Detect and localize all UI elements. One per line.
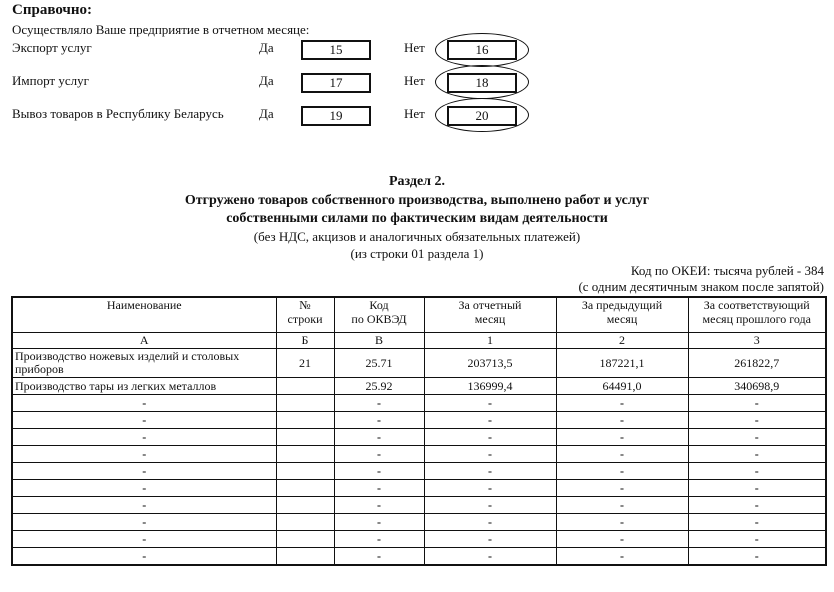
- empty-cell[interactable]: -: [424, 429, 556, 446]
- reference-title: Справочно:: [12, 2, 93, 18]
- empty-cell[interactable]: -: [334, 412, 424, 429]
- empty-cell[interactable]: -: [12, 531, 276, 548]
- empty-cell[interactable]: -: [688, 531, 826, 548]
- table-row-empty: [12, 480, 826, 497]
- empty-cell[interactable]: -: [12, 395, 276, 412]
- col-okved-header: Код по ОКВЭД: [334, 297, 424, 333]
- empty-cell[interactable]: -: [334, 531, 424, 548]
- empty-cell[interactable]: -: [688, 514, 826, 531]
- export-no-box[interactable]: 16: [447, 40, 517, 60]
- empty-cell[interactable]: -: [556, 548, 688, 566]
- section-title: Раздел 2.: [388, 174, 446, 189]
- belarus-yes-box[interactable]: 19: [301, 106, 371, 126]
- letter-cell: В: [334, 333, 424, 349]
- empty-cell[interactable]: [276, 395, 334, 412]
- letter-cell: 2: [556, 333, 688, 349]
- table-row-empty: [12, 395, 826, 412]
- empty-cell[interactable]: -: [556, 480, 688, 497]
- empty-cell[interactable]: -: [12, 514, 276, 531]
- row-last-year-cell[interactable]: 340698,9: [688, 378, 826, 395]
- empty-cell[interactable]: -: [424, 548, 556, 566]
- export-services-label: Экспорт услуг: [12, 40, 92, 55]
- import-yes-label: Да: [259, 73, 274, 88]
- empty-cell[interactable]: -: [12, 412, 276, 429]
- empty-cell[interactable]: [276, 497, 334, 514]
- empty-cell[interactable]: [276, 446, 334, 463]
- empty-cell[interactable]: -: [556, 514, 688, 531]
- row-okved-cell[interactable]: 25.71: [334, 349, 424, 378]
- empty-cell[interactable]: -: [424, 463, 556, 480]
- table-row-empty: [12, 429, 826, 446]
- section-note-taxes: (без НДС, акцизов и аналогичных обязательных платежей): [253, 229, 581, 244]
- table-row-empty: [12, 463, 826, 480]
- row-line-cell[interactable]: [276, 378, 334, 395]
- empty-cell[interactable]: -: [424, 446, 556, 463]
- empty-cell[interactable]: [276, 548, 334, 566]
- empty-cell[interactable]: -: [556, 429, 688, 446]
- empty-cell[interactable]: -: [12, 429, 276, 446]
- empty-cell[interactable]: -: [688, 497, 826, 514]
- empty-cell[interactable]: -: [12, 497, 276, 514]
- empty-cell[interactable]: [276, 531, 334, 548]
- empty-cell[interactable]: -: [424, 480, 556, 497]
- row-previous-cell[interactable]: 187221,1: [556, 349, 688, 378]
- import-no-circle-mark: [435, 65, 529, 99]
- col-last-year-header: За соответствующий месяц прошлого года: [688, 297, 826, 333]
- empty-cell[interactable]: -: [556, 412, 688, 429]
- export-no-label: Нет: [404, 40, 425, 55]
- letter-cell: Б: [276, 333, 334, 349]
- col-current-header: За отчетный месяц: [424, 297, 556, 333]
- empty-cell[interactable]: -: [688, 395, 826, 412]
- empty-cell[interactable]: -: [556, 463, 688, 480]
- letter-cell: 1: [424, 333, 556, 349]
- empty-cell[interactable]: -: [334, 395, 424, 412]
- empty-cell[interactable]: -: [334, 497, 424, 514]
- empty-cell[interactable]: -: [688, 480, 826, 497]
- export-no-circle-mark: [435, 33, 529, 67]
- empty-cell[interactable]: -: [334, 548, 424, 566]
- empty-cell[interactable]: -: [688, 548, 826, 566]
- empty-cell[interactable]: [276, 514, 334, 531]
- empty-cell[interactable]: [276, 463, 334, 480]
- row-last-year-cell[interactable]: 261822,7: [688, 349, 826, 378]
- empty-cell[interactable]: -: [12, 480, 276, 497]
- shipments-table: [11, 296, 827, 566]
- empty-cell[interactable]: -: [12, 548, 276, 566]
- empty-cell[interactable]: -: [334, 514, 424, 531]
- section-heading-line2: собственными силами по фактическим видам деятельности: [226, 211, 608, 226]
- table-row-empty: [12, 446, 826, 463]
- export-goods-belarus-label: Вывоз товаров в Республику Беларусь: [12, 106, 224, 121]
- question-text: Осуществляло Ваше предприятие в отчетном месяце:: [12, 22, 310, 37]
- table-row-empty: [12, 497, 826, 514]
- empty-cell[interactable]: [276, 480, 334, 497]
- table-row-empty: [12, 531, 826, 548]
- letter-cell: 3: [688, 333, 826, 349]
- empty-cell[interactable]: -: [424, 395, 556, 412]
- section-note-line-ref: (из строки 01 раздела 1): [350, 246, 484, 261]
- empty-cell[interactable]: -: [12, 463, 276, 480]
- belarus-no-box[interactable]: 20: [447, 106, 517, 126]
- empty-cell[interactable]: -: [424, 531, 556, 548]
- col-line-header: № строки: [276, 297, 334, 333]
- row-current-cell[interactable]: 136999,4: [424, 378, 556, 395]
- empty-cell[interactable]: -: [556, 446, 688, 463]
- col-previous-header: За предыдущий месяц: [556, 297, 688, 333]
- table-row-empty: [12, 514, 826, 531]
- row-name-cell[interactable]: Производство ножевых изделий и столовых приборов: [12, 349, 276, 378]
- empty-cell[interactable]: -: [334, 463, 424, 480]
- table-row-empty: [12, 412, 826, 429]
- row-name-cell[interactable]: Производство тары из легких металлов: [12, 378, 276, 395]
- row-line-cell[interactable]: 21: [276, 349, 334, 378]
- empty-cell[interactable]: -: [556, 531, 688, 548]
- empty-cell[interactable]: -: [556, 395, 688, 412]
- table-header-row: [12, 297, 826, 333]
- row-okved-cell[interactable]: 25.92: [334, 378, 424, 395]
- empty-cell[interactable]: -: [688, 446, 826, 463]
- table-row: [12, 349, 826, 378]
- empty-cell[interactable]: [276, 429, 334, 446]
- belarus-no-label: Нет: [404, 106, 425, 121]
- empty-cell[interactable]: -: [688, 412, 826, 429]
- export-yes-label: Да: [259, 40, 274, 55]
- empty-cell[interactable]: -: [334, 480, 424, 497]
- empty-cell[interactable]: -: [424, 497, 556, 514]
- precision-note: (с одним десятичным знаком после запятой): [578, 279, 824, 294]
- empty-cell[interactable]: -: [688, 463, 826, 480]
- table-row-empty: [12, 548, 826, 566]
- empty-cell[interactable]: -: [12, 446, 276, 463]
- empty-cell[interactable]: -: [334, 446, 424, 463]
- empty-cell[interactable]: -: [334, 429, 424, 446]
- col-name-header: Наименование: [12, 297, 276, 333]
- table-row: [12, 378, 826, 395]
- import-no-label: Нет: [404, 73, 425, 88]
- belarus-no-circle-mark: [435, 98, 529, 132]
- column-letters-row: [12, 333, 826, 349]
- row-previous-cell[interactable]: 64491,0: [556, 378, 688, 395]
- import-services-label: Импорт услуг: [12, 73, 89, 88]
- okei-code: Код по ОКЕИ: тысяча рублей - 384: [630, 263, 824, 278]
- section-heading-line1: Отгружено товаров собственного производства, выполнено работ и услуг: [184, 193, 650, 208]
- empty-cell[interactable]: -: [556, 497, 688, 514]
- import-yes-box[interactable]: 17: [301, 73, 371, 93]
- letter-cell: А: [12, 333, 276, 349]
- row-current-cell[interactable]: 203713,5: [424, 349, 556, 378]
- empty-cell[interactable]: [276, 412, 334, 429]
- empty-cell[interactable]: -: [424, 514, 556, 531]
- belarus-yes-label: Да: [259, 106, 274, 121]
- empty-cell[interactable]: -: [688, 429, 826, 446]
- import-no-box[interactable]: 18: [447, 73, 517, 93]
- empty-cell[interactable]: -: [424, 412, 556, 429]
- export-yes-box[interactable]: 15: [301, 40, 371, 60]
